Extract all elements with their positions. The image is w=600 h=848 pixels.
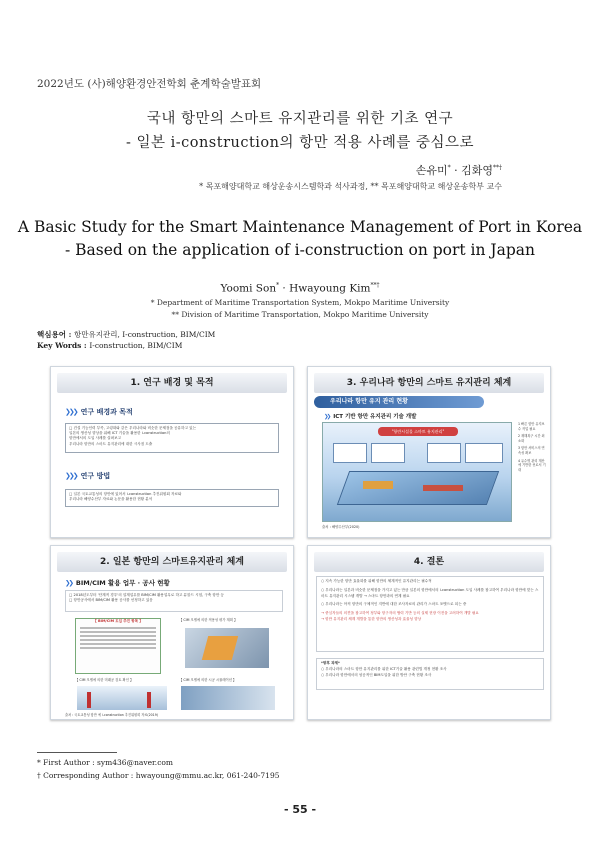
panel2-line: □ 항만공사에서 BIM/CIM 활용 공사를 선정하고 있음 [69, 598, 153, 603]
panel2-sub [65, 578, 170, 587]
poster-panel-1 [50, 366, 294, 538]
author1-en-mark: * [276, 282, 280, 289]
author2-mark: **† [493, 164, 502, 172]
keywords-ko-label: 핵심용어 : [37, 330, 74, 339]
crane-shape [87, 692, 91, 708]
figure-c-caption: 【 CIM 모델에 의한 미래공 검토 확인 】 [75, 678, 134, 682]
bimcim-item-box [75, 618, 161, 674]
conclusion-item: ○ 지속 가능한 항만 효율화를 위해 항만의 체계적인 유지관리는 필수적 [321, 579, 432, 583]
korean-title-line1: 국내 항만의 스마트 유지관리를 위한 기초 연구 [146, 111, 454, 127]
panel2-title: 2. 일본 항만의 스마트유지관리 체계 [57, 552, 287, 572]
korean-title-line2: - 일본 i-construction의 항만 적용 사례를 중심으로 [125, 135, 475, 151]
ship-icon [423, 485, 463, 491]
side-item: 4 유수명 관리 계산에 기반한 선로서 기대 [518, 458, 546, 472]
panel2-sub-text: BIM/CIM 활용 업무 · 공사 현황 [75, 579, 170, 587]
figure-a-caption: 【 CIM 모델에 의한 적용성 평가 계획 】 [179, 618, 238, 622]
korean-affiliation: * 목포해양대학교 해상운송시스템학과 석사과정, ** 목포해양대학교 해상운송학부 교수 [199, 182, 502, 191]
figure-a-image [185, 628, 269, 668]
side-item: 3 항만 서비스의 연속성 확보 [518, 446, 545, 455]
structure-shape [202, 636, 238, 660]
conclusion-arrow: → 중심자들의 의견을 참고하여 정부와 항구자의 협력 기반 등의 실제 현장 이전을 고려하여 개발 필요 [321, 611, 479, 616]
panel3-caption: 출처 : 해양수산부(2020) [322, 525, 360, 529]
panel1-box2-line: 우리나라 해양수산부 자료와 논문을 활용한 현황 분석 [69, 497, 153, 502]
conclusion-item: ○ 우리나라는 일본과 비슷한 문제점을 가지고 있는 만큼 일본의 항만에서의 i-construction 도입 사례를 참고하여 우리나라 항만에 맞는 스마트 유지관리 시스템 개발 → 스마트 항만과의 연계 필요 [321, 587, 539, 598]
author2-en: Hwayoung Kim [289, 282, 371, 295]
panel3-title: 3. 우리나라 항만의 스마트 유지관리 체계 [314, 373, 544, 393]
chevron-icon: ❯❯ [65, 579, 72, 587]
panel3-sub-text: ICT 기반 항만 유지관리 기술 개발 [333, 414, 417, 420]
diagram-panel [427, 443, 461, 463]
cargo-icon [363, 481, 393, 489]
box-line [80, 635, 156, 637]
panel1-sub1-text: 연구 배경과 목적 [80, 408, 133, 416]
panel2-line: □ 2018년도부터 '단계적 경우'의 설계업무를 BIM/CIM 활용업무로 하고 튜블드 시험, 구축 항만 등 [69, 593, 224, 597]
figure-b-image [181, 686, 275, 710]
keywords-english [37, 341, 182, 350]
panel1-title: 1. 연구 배경 및 목적 [57, 373, 287, 393]
conclusion-arrow: → 항만 유지관리 체계 개발을 통한 항만의 생산성과 효율성 향상 [321, 616, 422, 621]
english-title-line1: A Basic Study for the Smart Maintenance Management of Port in Korea [17, 218, 583, 236]
box-line [80, 627, 156, 629]
side-item: 2 재해복구 시간 최소화 [518, 434, 545, 443]
chevron-icon: ❯❯ [324, 414, 330, 420]
panel3-sub [324, 412, 416, 420]
panel2-textbox [65, 590, 283, 612]
keywords-en-label: Key Words : [37, 341, 90, 350]
keywords-korean [37, 329, 215, 340]
future-work-item: ○ 우리나라의 스마트 항만 유지관리를 위한 ICT기술 활용 관련법 개정 현황 조사 [321, 666, 447, 671]
conclusion-item: ○ 우리나라는 아직 항만의 구체적인 지반에 대한 조사자료의 관리가 스마트 포맷으로 되는 중 [321, 602, 467, 607]
keywords-ko-value: 항만유지관리, I-construction, BIM/CIM [73, 330, 216, 339]
bimcim-box-title: 【 BIM/CIM 도입 추진 항목 】 [93, 619, 143, 623]
box-line [80, 631, 156, 633]
box-line [80, 639, 156, 641]
author1-mark: * [447, 164, 451, 172]
conference-header: 2022년도 (사)해양환경안전학회 춘계학술발표회 [37, 78, 262, 90]
box-line [80, 647, 156, 649]
diagram-title: "항만시설물 스마트 유지관리" [378, 427, 458, 436]
future-work-box [316, 658, 544, 690]
panel1-box1-line: 우리나라 항만의 스마트 유지관리에 대한 시사점 도출 [69, 441, 153, 446]
english-affiliation-2: ** Division of Maritime Transportation, Mokpo Maritime University [171, 310, 429, 319]
author1-ko: 손유미 [415, 164, 448, 177]
keywords-en-value: I-construction, BIM/CIM [89, 341, 183, 350]
panel1-box1-line: 항만에서의 도입 사례를 살펴보고 [69, 436, 122, 441]
footnote-corresponding-author: † Corresponding Author : hwayoung@mmu.ac.kr, 061-240-7195 [37, 771, 280, 780]
panel1-box1-line: □ 건설 기능인력 부족, 고령화와 같은 우리나라와 비슷한 문제점을 공유하고 있는 [69, 426, 197, 430]
author2-ko: 김화영 [461, 164, 493, 177]
panel1-sub-method [65, 471, 110, 481]
conclusion-box [316, 576, 544, 652]
box-line [80, 643, 156, 645]
poster-panel-4 [307, 545, 551, 720]
crane-shape [147, 692, 151, 708]
footnote-divider [37, 752, 117, 753]
diagram-panel [465, 443, 503, 463]
english-title-line2: - Based on the application of i-construction on port in Japan [64, 241, 536, 259]
poster-panel-2 [50, 545, 294, 720]
footnote-first-author: * First Author : sym436@naver.com [37, 758, 174, 767]
author-en-sep: · [279, 282, 290, 295]
diagram-panel [333, 443, 367, 463]
figure-c [75, 678, 171, 714]
english-authors [0, 282, 600, 295]
figure-b-caption: 【 CIM 모델에 의한 시공 시뮬레이션 】 [179, 678, 237, 682]
panel2-caption: 출처 : 국토교통성 항만 에 i-construction 추진위원회 자료(2019) [65, 713, 158, 717]
panel3-side-list [518, 422, 546, 472]
panel1-box1-line: 일본의 생산성 향상을 위해 ICT 기술을 활용한 i-construction의 [69, 431, 170, 436]
future-work-item: ○ 우리나라 항만에서의 성공적인 BIM도입을 위한 방안 구축 현황 조사 [321, 672, 432, 677]
chevron-icon: ❯❯❯ [65, 408, 77, 416]
figure-c-image [77, 686, 167, 710]
page-number: - 55 - [283, 803, 317, 816]
panel4-title: 4. 결론 [314, 552, 544, 572]
author1-en: Yoomi Son [220, 282, 277, 295]
panel1-sub-background [65, 407, 133, 417]
panel3-bar: 우리나라 항만 유지 관리 현황 [314, 396, 484, 408]
author2-en-mark: **† [370, 282, 380, 289]
panel1-box2-line: □ 일본 국토교통성의 항만에 있어서 i-construction 추진위원회 자료와 [69, 492, 182, 496]
korean-authors [416, 162, 502, 178]
chevron-icon: ❯❯❯ [65, 472, 77, 480]
panel1-sub2-text: 연구 방법 [80, 472, 111, 480]
author-sep: · [450, 164, 462, 177]
smart-port-diagram [322, 422, 512, 522]
panel1-box2 [65, 489, 279, 507]
figure-a [179, 618, 275, 674]
future-work-title: *향후 과제* [321, 661, 340, 665]
diagram-panel [371, 443, 405, 463]
port-illustration [337, 471, 499, 505]
poster-panel-3 [307, 366, 551, 538]
figure-b [179, 678, 279, 714]
english-affiliation-1: * Department of Maritime Transportation System, Mokpo Maritime University [150, 298, 450, 307]
panel1-box1 [65, 423, 279, 453]
side-item: 1 빠른 항만 유지보수 작업 필요 [518, 422, 545, 431]
